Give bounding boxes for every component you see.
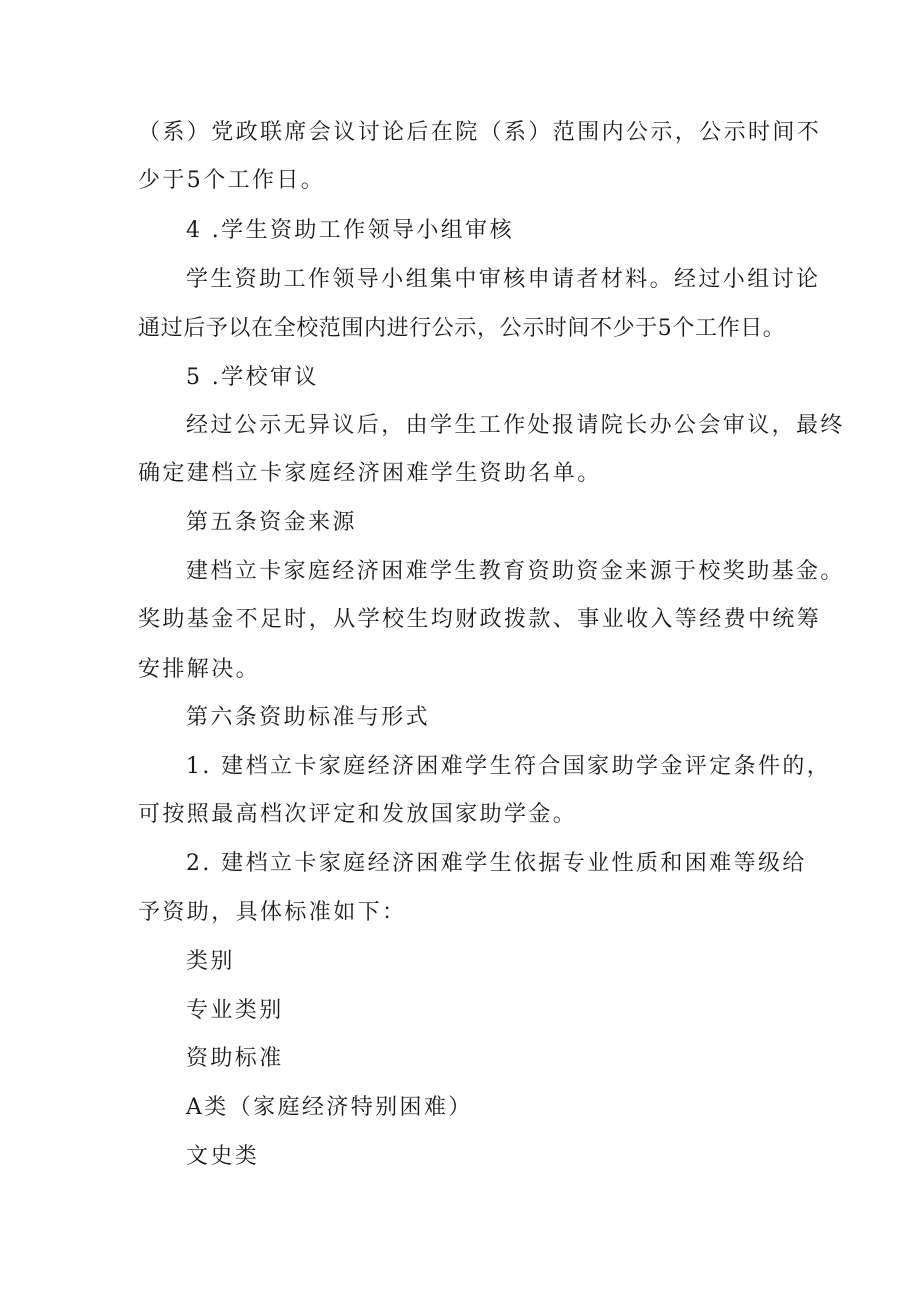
- paragraph-line: 少于5个工作日。: [138, 168, 326, 193]
- paragraph-line: 2. 建档立卡家庭经济困难学生依据专业性质和困难等级给: [186, 851, 807, 876]
- paragraph-line: 通过后予以在全校范围内进行公示，公示时间不少于5个工作日。: [138, 316, 786, 341]
- article-heading: 第五条资金来源: [186, 510, 357, 535]
- table-cell-text: 文史类: [186, 1144, 260, 1169]
- paragraph-line: 确定建档立卡家庭经济困难学生资助名单。: [138, 461, 602, 486]
- paragraph-line: 建档立卡家庭经济困难学生教育资助资金来源于校奖助基金。: [186, 559, 845, 584]
- article-heading: 第六条资助标准与形式: [186, 705, 431, 730]
- paragraph-line: 安排解决。: [138, 657, 261, 682]
- paragraph-line: 1. 建档立卡家庭经济困难学生符合国家助学金评定条件的，: [186, 754, 832, 779]
- paragraph-line: （系）党政联席会议讨论后在院（系）范围内公示，公示时间不: [138, 120, 822, 145]
- paragraph-line: 经过公示无异议后，由学生工作处报请院长办公会审议，最终: [186, 413, 845, 438]
- table-cell-text: 专业类别: [186, 998, 284, 1023]
- section-heading: 5 .学校审议: [186, 365, 319, 390]
- table-cell-text: 资助标准: [186, 1046, 284, 1071]
- table-cell-text: 类别: [186, 949, 235, 974]
- paragraph-line: 学生资助工作领导小组集中审核申请者材料。经过小组讨论: [186, 267, 821, 292]
- paragraph-line: 予资助，具体标准如下：: [138, 900, 407, 925]
- section-heading: 4 .学生资助工作领导小组审核: [186, 218, 514, 243]
- table-cell-text: A类（家庭经济特别困难）: [186, 1095, 473, 1120]
- paragraph-line: 奖助基金不足时，从学校生均财政拨款、事业收入等经费中统筹: [138, 607, 822, 632]
- paragraph-line: 可按照最高档次评定和发放国家助学金。: [138, 802, 578, 827]
